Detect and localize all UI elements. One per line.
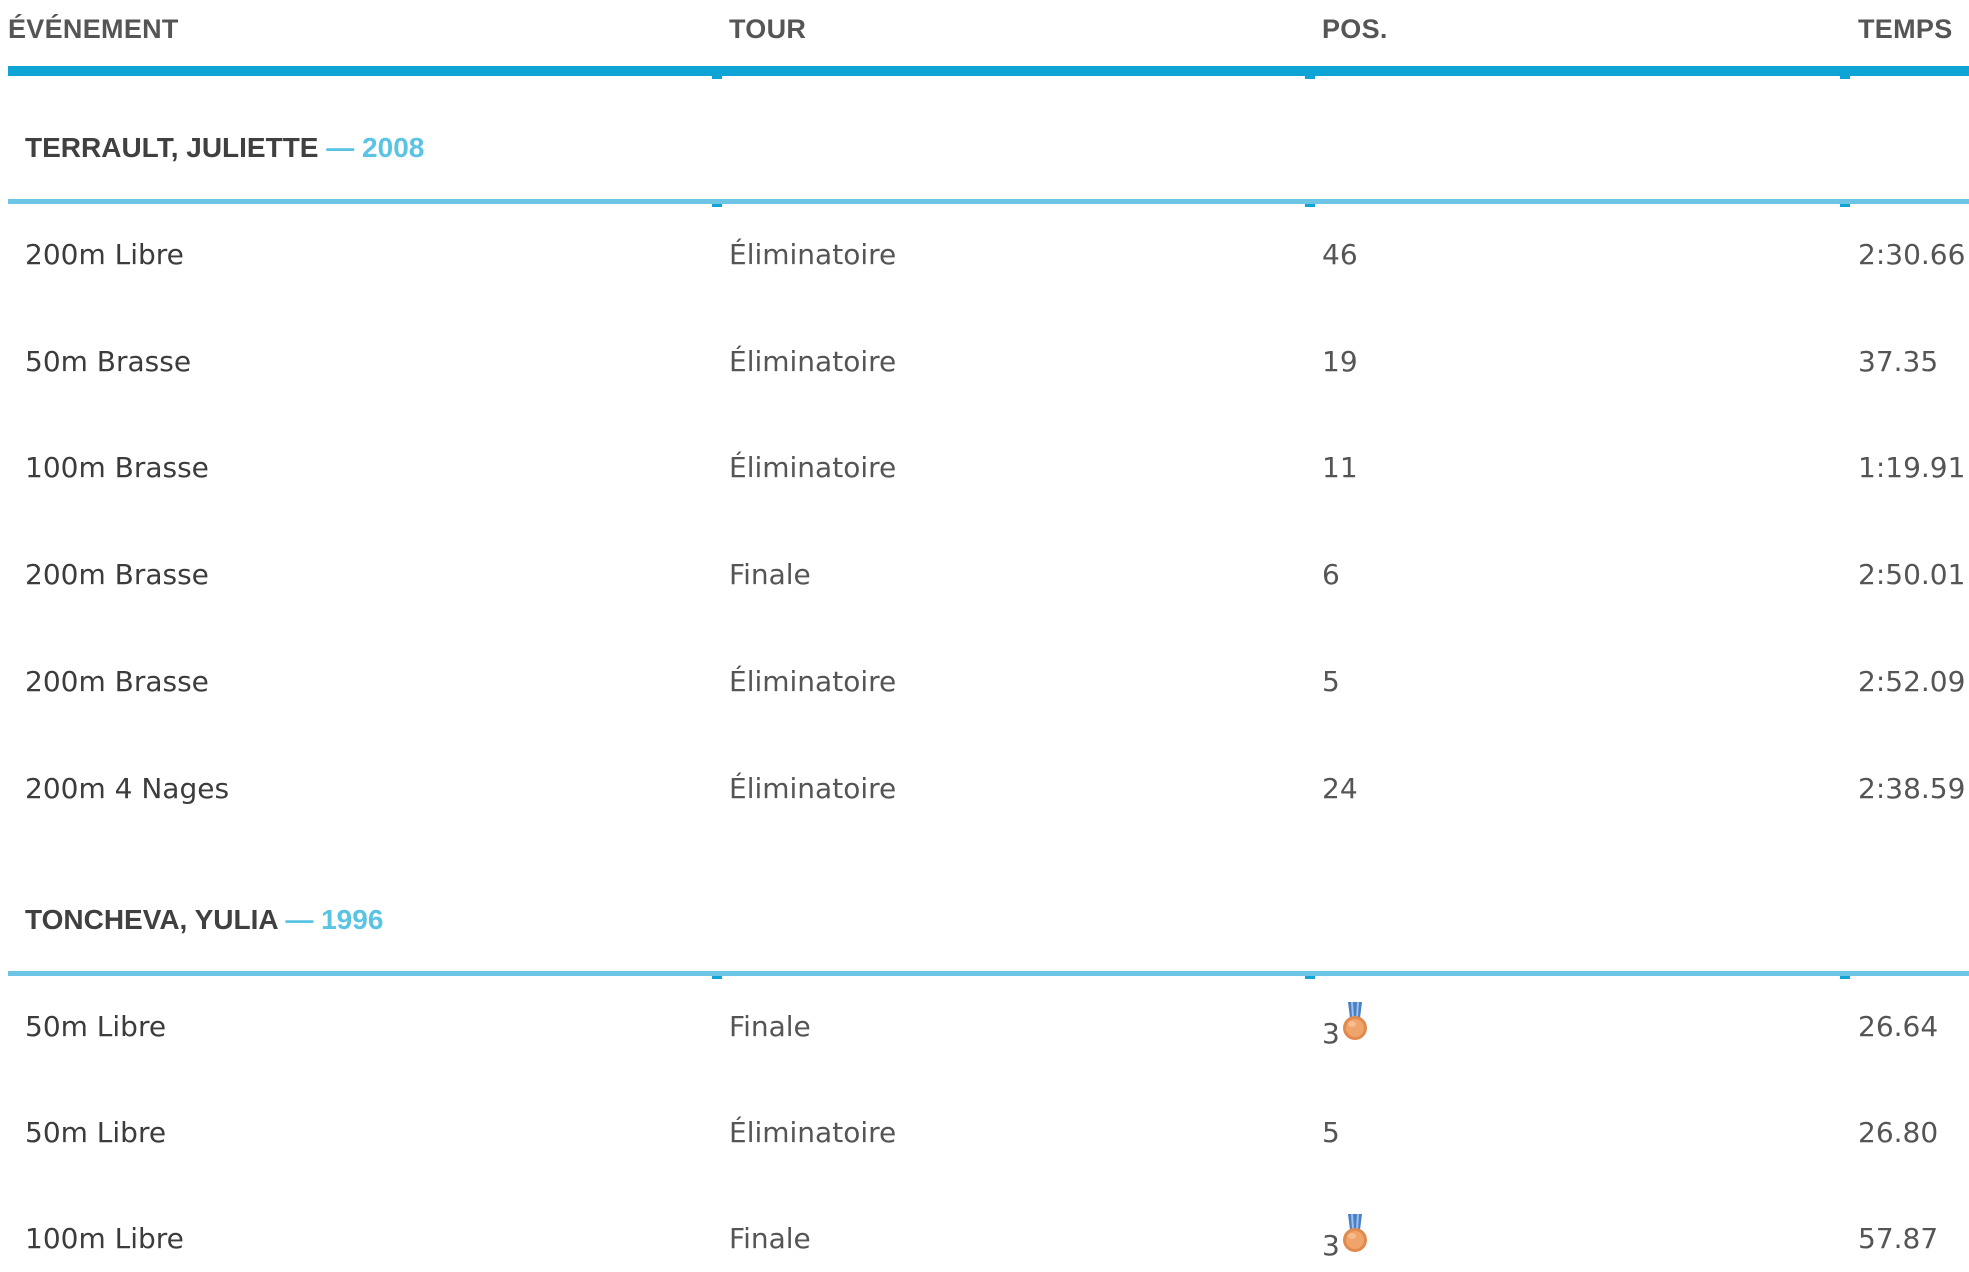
- athlete-heading: [25, 904, 383, 936]
- position-value: 3: [1322, 1229, 1340, 1262]
- column-divider-tick: [1840, 976, 1850, 979]
- table-row[interactable]: [0, 548, 1969, 608]
- position-cell: 6: [1322, 558, 1340, 591]
- table-row[interactable]: [0, 1212, 1969, 1272]
- position-value: 3: [1322, 1017, 1340, 1050]
- round-cell: Finale: [729, 1222, 811, 1255]
- table-row[interactable]: [0, 762, 1969, 822]
- time-cell: 2:50.01: [1858, 558, 1966, 591]
- event-cell: 200m Brasse: [25, 558, 209, 591]
- time-cell: 37.35: [1858, 345, 1939, 378]
- table-header: [0, 0, 1969, 56]
- round-cell: Finale: [729, 558, 811, 591]
- table-row[interactable]: [0, 1106, 1969, 1166]
- column-header-position[interactable]: POS.: [1322, 14, 1388, 44]
- table-row[interactable]: [0, 335, 1969, 395]
- position-cell: [1322, 1222, 1369, 1262]
- time-cell: 26.80: [1858, 1116, 1939, 1149]
- athlete-year: 1996: [321, 904, 384, 935]
- column-divider-tick: [712, 204, 722, 207]
- position-cell: 5: [1322, 1116, 1340, 1149]
- table-row[interactable]: [0, 1000, 1969, 1060]
- event-cell: 200m Brasse: [25, 665, 209, 698]
- section-divider: [8, 199, 1969, 204]
- column-divider-tick: [712, 976, 722, 979]
- athlete-name: TONCHEVA, YULIA: [25, 904, 278, 935]
- athlete-heading: [25, 132, 424, 164]
- round-cell: Éliminatoire: [729, 238, 897, 271]
- time-cell: 57.87: [1858, 1222, 1939, 1255]
- time-cell: 1:19.91: [1858, 451, 1966, 484]
- column-divider-tick: [1840, 204, 1850, 207]
- time-cell: 2:52.09: [1858, 665, 1966, 698]
- event-cell: 50m Brasse: [25, 345, 192, 378]
- bronze-medal-icon: [1341, 1214, 1369, 1254]
- position-cell: 5: [1322, 665, 1340, 698]
- column-header-time[interactable]: TEMPS: [1858, 14, 1953, 44]
- column-divider-tick: [1305, 76, 1315, 79]
- round-cell: Finale: [729, 1010, 811, 1043]
- round-cell: Éliminatoire: [729, 345, 897, 378]
- position-cell: 11: [1322, 451, 1358, 484]
- bronze-medal-icon: [1341, 1002, 1369, 1042]
- column-divider-tick: [1305, 204, 1315, 207]
- event-cell: 50m Libre: [25, 1116, 167, 1149]
- column-header-round[interactable]: TOUR: [729, 14, 807, 44]
- time-cell: 2:38.59: [1858, 772, 1966, 805]
- round-cell: Éliminatoire: [729, 772, 897, 805]
- time-cell: 2:30.66: [1858, 238, 1966, 271]
- column-divider-tick: [1840, 76, 1850, 79]
- position-cell: 24: [1322, 772, 1358, 805]
- position-cell: 19: [1322, 345, 1358, 378]
- round-cell: Éliminatoire: [729, 1116, 897, 1149]
- round-cell: Éliminatoire: [729, 451, 897, 484]
- table-row[interactable]: [0, 655, 1969, 715]
- column-divider-tick: [712, 76, 722, 79]
- event-cell: 200m Libre: [25, 238, 184, 271]
- position-cell: [1322, 1010, 1369, 1050]
- time-cell: 26.64: [1858, 1010, 1939, 1043]
- header-divider: [8, 66, 1969, 76]
- heading-dash: —: [285, 904, 314, 935]
- position-cell: 46: [1322, 238, 1358, 271]
- heading-dash: —: [326, 132, 355, 163]
- athlete-year: 2008: [362, 132, 425, 163]
- event-cell: 100m Brasse: [25, 451, 209, 484]
- table-row[interactable]: [0, 228, 1969, 288]
- table-row[interactable]: [0, 441, 1969, 501]
- event-cell: 200m 4 Nages: [25, 772, 230, 805]
- round-cell: Éliminatoire: [729, 665, 897, 698]
- event-cell: 50m Libre: [25, 1010, 167, 1043]
- column-divider-tick: [1305, 976, 1315, 979]
- event-cell: 100m Libre: [25, 1222, 184, 1255]
- section-divider: [8, 971, 1969, 976]
- column-header-event[interactable]: ÉVÉNEMENT: [8, 14, 179, 44]
- athlete-name: TERRAULT, JULIETTE: [25, 132, 319, 163]
